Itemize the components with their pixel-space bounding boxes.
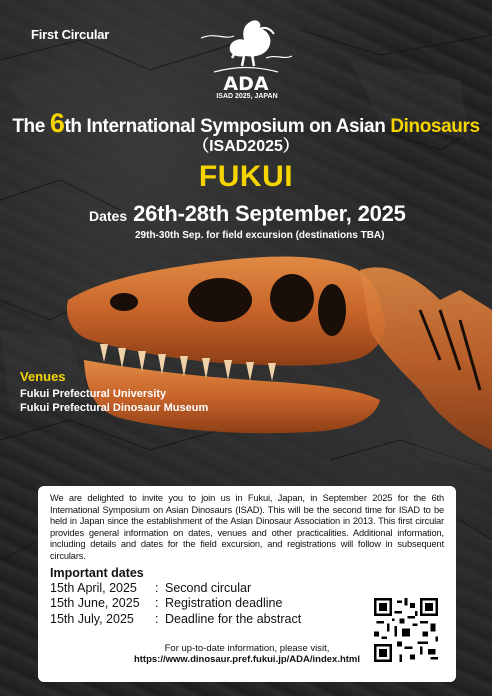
important-dates-heading: Important dates — [50, 565, 144, 580]
circular-label: First Circular — [31, 27, 110, 42]
venue-item: Fukui Prefectural Dinosaur Museum — [20, 402, 209, 414]
date-separator: : — [155, 596, 159, 611]
important-date-label: Deadline for the abstract — [165, 611, 302, 626]
date-separator: : — [155, 580, 159, 595]
website-link[interactable]: https://www.dinosaur.pref.fukui.jp/ADA/index.html — [133, 654, 361, 665]
city-name: FUKUI — [198, 160, 294, 193]
important-date-label: Second circular — [165, 580, 252, 595]
footer — [38, 643, 456, 665]
symposium-abbreviation: （ISAD2025） — [193, 138, 299, 155]
venue-item: Fukui Prefectural University — [20, 388, 167, 400]
important-date-row — [50, 581, 444, 597]
important-date: 15th June, 2025 — [50, 596, 140, 611]
venues-heading: Venues — [20, 369, 66, 384]
title-main: th International Symposium on Asian — [64, 116, 391, 137]
title-prefix: The — [12, 116, 50, 137]
date-separator: : — [155, 611, 159, 626]
intro-paragraph: We are delighted to invite you to join us in Fukui, Japan, in September 2025 for the 6th International Symposium on Asian Dinosaurs (ISAD). This will be the second time for ISAD to be held in Japan since the establishment of the Asian Dinosaur Association in 2013. This first circular provides general information on dates, venues and other practicalities. Additional information, including details and dates for the field excursion, and registrations will follow in subsequent circulars. — [50, 493, 444, 561]
dates-row — [89, 201, 406, 227]
footer-text: For up-to-date information, please visit, — [164, 643, 330, 654]
title-highlight: Dinosaurs — [390, 116, 480, 137]
important-date-label: Registration deadline — [165, 596, 283, 611]
dates-value: 26th-28th September, 2025 — [133, 201, 406, 226]
title-ordinal: 6 — [49, 108, 65, 138]
dinosaur-skull-fossil — [60, 240, 492, 480]
excursion-note: 29th-30th Sep. for field excursion (destinations TBA) — [135, 230, 385, 241]
logo-text: ADA — [223, 73, 269, 95]
dates-label: Dates — [89, 208, 128, 224]
venues-block — [20, 369, 208, 415]
info-panel — [38, 486, 456, 682]
important-date: 15th July, 2025 — [50, 611, 134, 626]
important-date: 15th April, 2025 — [50, 580, 137, 595]
logo-subtext: ISAD 2025, JAPAN — [216, 93, 278, 100]
